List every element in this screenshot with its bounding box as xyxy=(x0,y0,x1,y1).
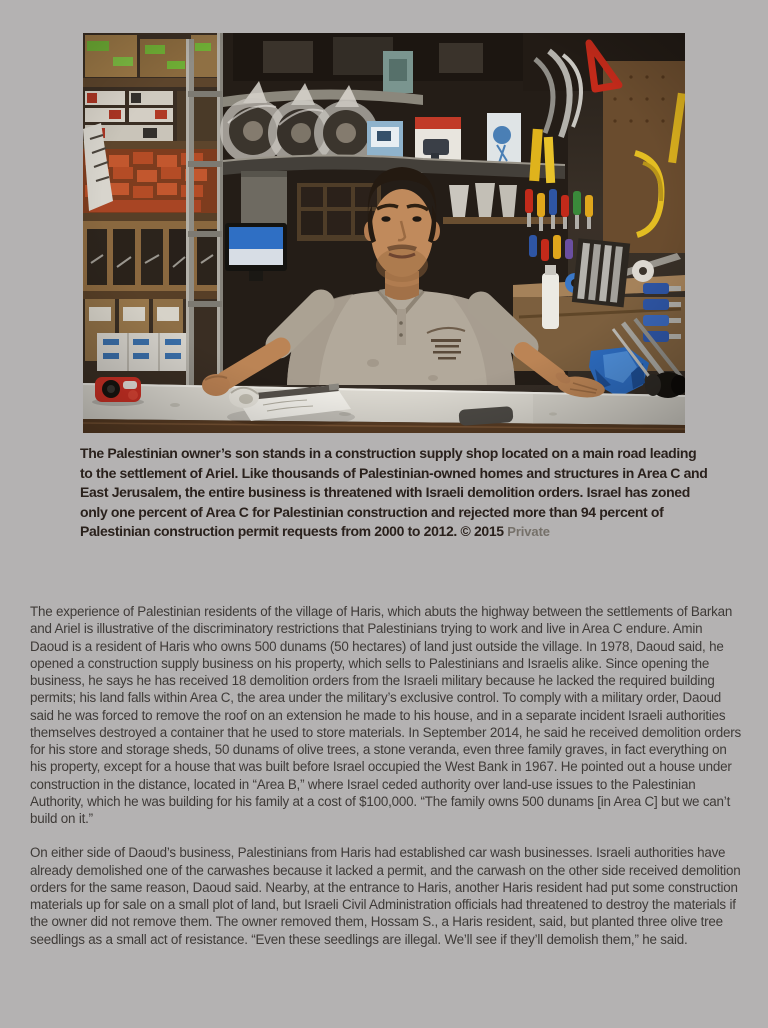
body-paragraph-2: On either side of Daoud’s business, Palestinians from Haris had established car wash businesses. Israeli authorities have already demolished one of the carwashes because it lacked a permit, and the carwash on the other side received demolition orders for the same reason, Daoud said. Nearby, at the entrance to Haris, another Haris resident had put some construction materials up for sale on a small plot of land, but Israeli Civil Administration officials had threatened to destroy the materials if the owner did not remove them. The owner removed them, Hossam S., a Haris resident, said, but planted three olive tree seedlings as a small act of resistance. “Even these seedlings are illegal. We’ll see if they’ll demolish them,” he said. xyxy=(30,845,741,947)
shop-photo xyxy=(83,33,685,433)
photo-caption xyxy=(80,444,708,542)
photo-credit: Private xyxy=(507,524,550,539)
body-paragraph-1: The experience of Palestinian residents of the village of Haris, which abuts the highway between the settlements of Barkan and Ariel is illustrative of the discriminatory restrictions that Palestinians trying to work and live in Area C endure. Amin Daoud is a resident of Haris who owns 500 dunams (50 hectares) of land just outside the village. In 1978, Daoud said, he opened a construction supply business on his property, which sells to Palestinians and Israelis alike. Since opening the business, he says he has received 18 demolition orders from the Israeli military because he lacked the required building permits; his land falls within Area C, the area under the military’s exclusive control. To comply with a military order, Daoud said he was forced to remove the roof on an extension he made to his house, and in a separate incident Israeli authorities themselves destroyed a container that he used to store materials. In September 2014, he said he received demolition orders for his store and storage sheds, 50 dunams of olive trees, a stone veranda, even three family graves, in fact everything on his property, except for a house that was built before Israel occupied the West Bank in 1967. He pointed out a house under construction in the distance, located in “Area B,” where Israel ceded authority over land-use issues to the Palestinian Authority, which he was building for his family at a cost of $100,000. “The family owns 500 dunams [in Area C] but we can’t build on it.” xyxy=(30,604,742,826)
shop-photo-illustration xyxy=(83,33,685,433)
caption-text: The Palestinian owner’s son stands in a construction supply shop located on a main road leading to the settlement of Ariel. Like thousands of Palestinian-owned homes and structures in Area C and East Jerusalem, the entire business is threatened with Israeli demolition orders. Israel has zoned only one percent of Area C for Palestinian construction and rejected more than 94 percent of Palestinian construction permit requests from 2000 to 2012. © 2015 xyxy=(80,445,708,539)
article-body xyxy=(30,603,744,965)
